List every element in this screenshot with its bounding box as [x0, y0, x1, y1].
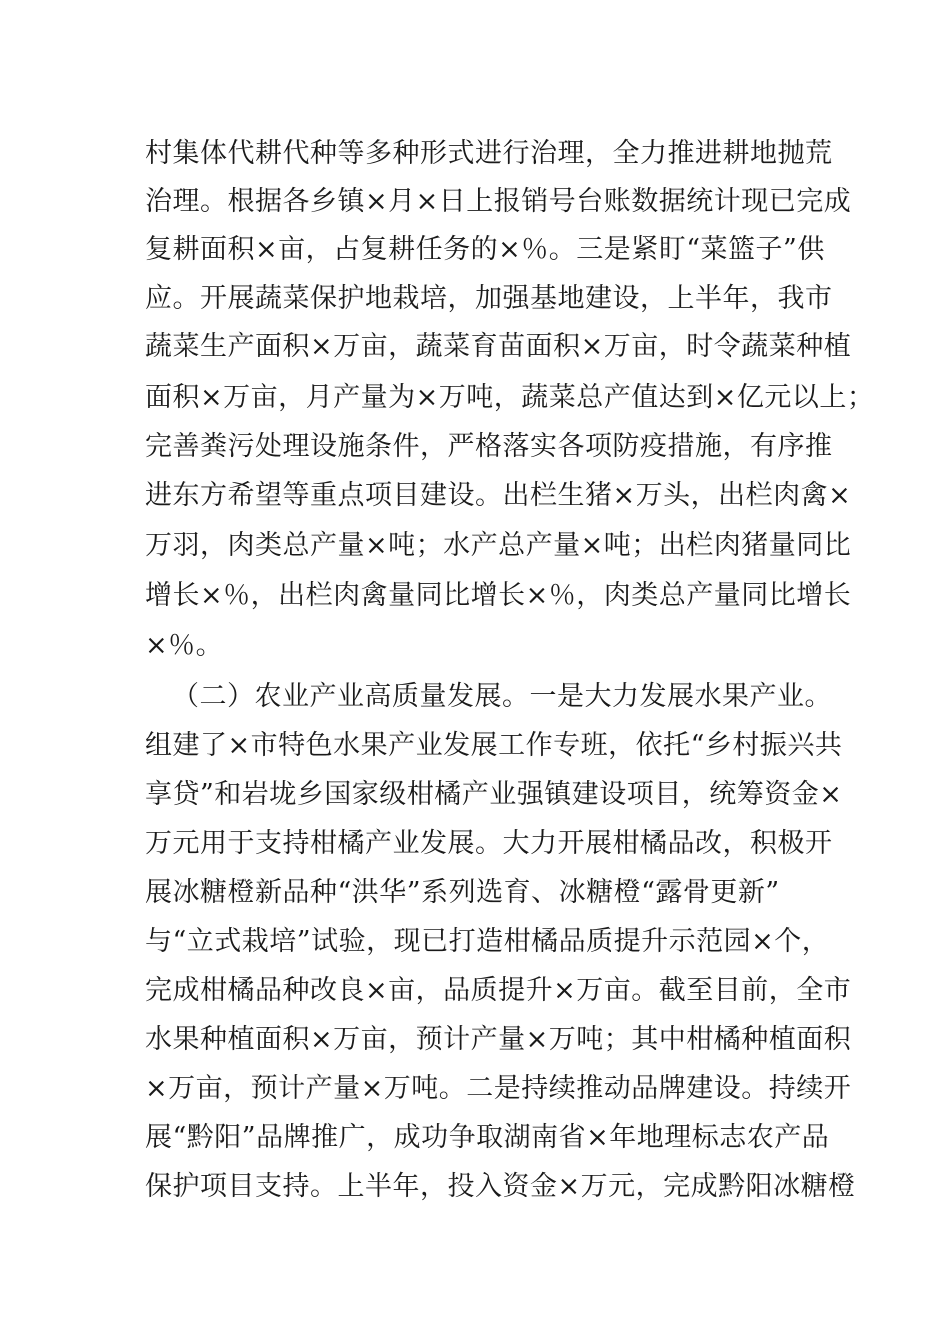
text-line: 应。开展蔬菜保护地栽培，加强基地建设，上半年，我市	[145, 283, 833, 314]
text-line: 完成柑橘品种改良×亩，品质提升×万亩。截至目前，全市	[145, 975, 852, 1006]
text-line: 复耕面积×亩，占复耕任务的×％。三是紧盯“菜篮子”供	[145, 234, 825, 265]
text-line: 保护项目支持。上半年，投入资金×万元，完成黔阳冰糖橙	[145, 1171, 856, 1202]
text-line: ×％。	[145, 630, 224, 661]
text-line: 与“立式栽培”试验，现已打造柑橘品质提升示范园×个，	[145, 926, 830, 957]
text-line: 享贷”和岩垅乡国家级柑橘产业强镇建设项目，统筹资金×	[145, 779, 843, 810]
text-line: 进东方希望等重点项目建设。出栏生猪×万头，出栏肉禽×	[145, 480, 852, 511]
text-line: 组建了×市特色水果产业发展工作专班，依托“乡村振兴共	[145, 730, 843, 761]
text-line: 完善粪污处理设施条件，严格落实各项防疫措施，有序推	[145, 431, 833, 462]
text-line: 面积×万亩，月产量为×万吨，蔬菜总产值达到×亿元以上；	[145, 382, 875, 413]
text-line: 展“黔阳”品牌推广，成功争取湖南省×年地理标志农产品	[145, 1122, 830, 1153]
text-line: 万羽，肉类总产量×吨；水产总产量×吨；出栏肉猪量同比	[145, 530, 852, 561]
text-line: 村集体代耕代种等多种形式进行治理，全力推进耕地抛荒	[145, 138, 833, 169]
text-line: ×万亩，预计产量×万吨。二是持续推动品牌建设。持续开	[145, 1073, 852, 1104]
text-line: 展冰糖橙新品种“洪华”系列选育、冰糖橙“露骨更新”	[145, 877, 780, 908]
text-line: 蔬菜生产面积×万亩，蔬菜育苗面积×万亩，时令蔬菜种植	[145, 331, 852, 362]
text-line: 治理。根据各乡镇×月×日上报销号台账数据统计现已完成	[145, 186, 852, 217]
section-heading-line: （二）农业产业高质量发展。一是大力发展水果产业。	[172, 681, 832, 712]
text-line: 万元用于支持柑橘产业发展。大力开展柑橘品改，积极开	[145, 828, 833, 859]
text-line: 增长×％，出栏肉禽量同比增长×％，肉类总产量同比增长	[145, 580, 852, 611]
text-line: 水果种植面积×万亩，预计产量×万吨；其中柑橘种植面积	[145, 1024, 852, 1055]
